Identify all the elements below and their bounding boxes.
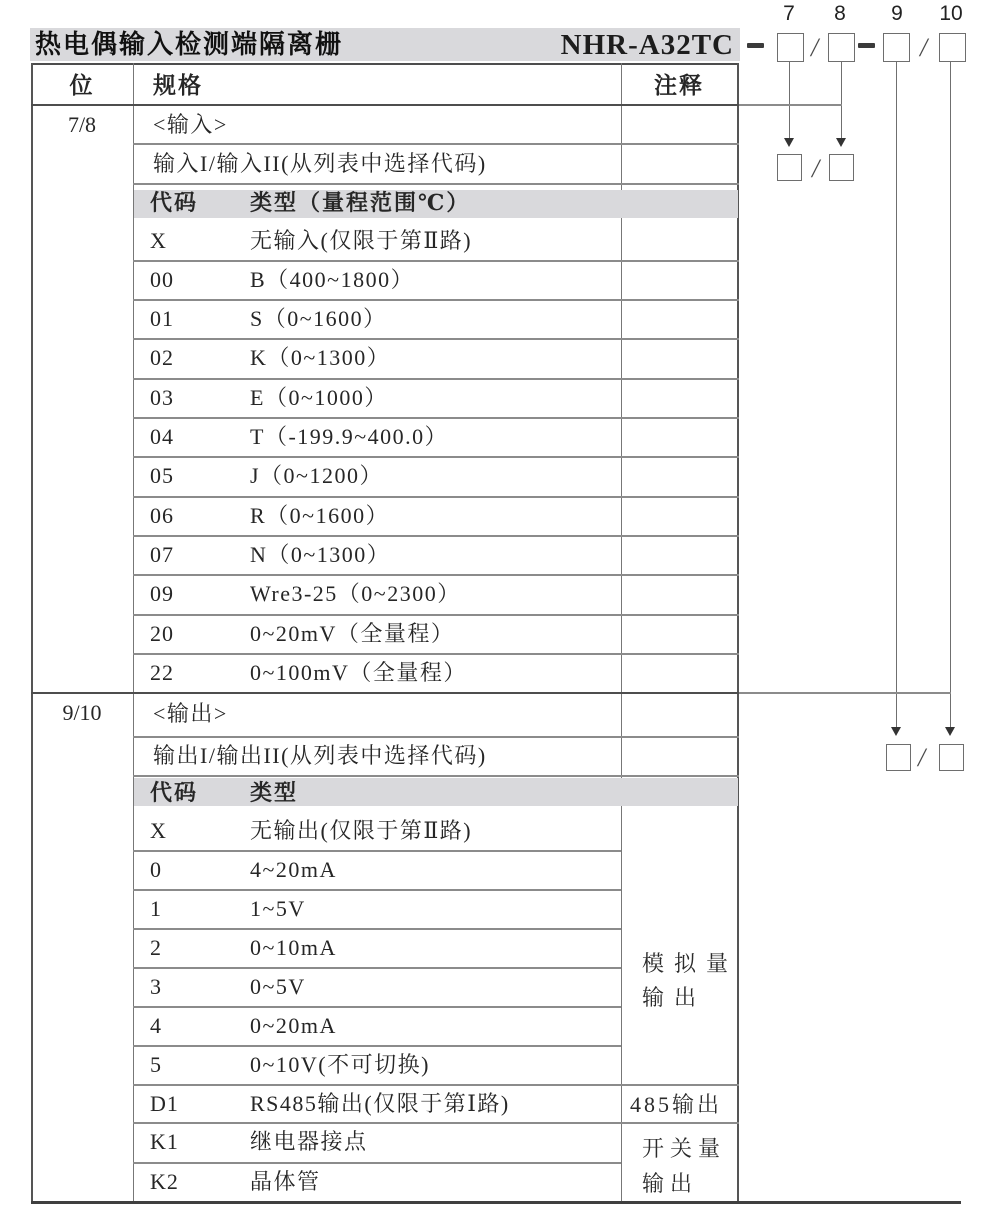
note-rs485-output: 485输出 bbox=[630, 1092, 723, 1117]
type-value: Wre3-25（0~2300） bbox=[250, 581, 461, 606]
note-line: 输出 bbox=[642, 1171, 699, 1196]
column-header-spec: 规格 bbox=[153, 73, 203, 98]
code-value: K2 bbox=[150, 1169, 179, 1194]
table-right-border bbox=[737, 63, 739, 1204]
input-code-box-1 bbox=[777, 154, 802, 181]
type-value: 无输入(仅限于第Ⅱ路) bbox=[250, 228, 473, 253]
type-value: 0~5V bbox=[250, 974, 306, 999]
table-row bbox=[133, 850, 622, 889]
type-value: B（400~1800） bbox=[250, 267, 415, 292]
code-value: X bbox=[150, 228, 167, 253]
output-code-box-1 bbox=[886, 744, 911, 771]
output-code-header-row bbox=[133, 773, 622, 812]
code-value: 4 bbox=[150, 1013, 162, 1038]
slash-separator: / bbox=[918, 743, 926, 772]
code-value: 3 bbox=[150, 974, 162, 999]
title-bar bbox=[30, 28, 740, 61]
pos-value-input: 7/8 bbox=[67, 111, 97, 137]
table-row bbox=[133, 614, 622, 653]
dash-icon bbox=[858, 43, 875, 48]
output-instruction: 输出I/输出II(从列表中选择代码) bbox=[153, 743, 487, 768]
slash-separator: / bbox=[920, 33, 928, 62]
pos-value-output: 9/10 bbox=[62, 699, 102, 725]
digit-label-9: 9 bbox=[891, 2, 903, 25]
output-code-box-2 bbox=[939, 744, 964, 771]
arrow-down-icon bbox=[945, 727, 955, 736]
digit-label-8: 8 bbox=[834, 2, 846, 25]
note-line: 输出 bbox=[642, 985, 707, 1010]
type-value: J（0~1200） bbox=[250, 463, 383, 488]
input-group-label: <输入> bbox=[153, 112, 228, 137]
code-value: 09 bbox=[150, 581, 174, 606]
output-group-label: <输出> bbox=[153, 701, 228, 726]
code-value: 20 bbox=[150, 621, 174, 646]
table-row bbox=[133, 574, 622, 613]
type-value: 0~20mA bbox=[250, 1013, 337, 1038]
slash-separator: / bbox=[811, 33, 819, 62]
type-value: 继电器接点 bbox=[250, 1129, 368, 1154]
code-value: 04 bbox=[150, 424, 174, 449]
note-line: 模拟量 bbox=[642, 951, 739, 976]
table-row bbox=[133, 417, 622, 456]
input-code-box-2 bbox=[829, 154, 854, 181]
arrow-down-icon bbox=[836, 138, 846, 147]
table-row bbox=[133, 967, 622, 1006]
type-header: 类型（量程范围℃） bbox=[250, 190, 471, 215]
slash-separator: / bbox=[812, 154, 820, 183]
input-instruction: 输入I/输入II(从列表中选择代码) bbox=[153, 151, 487, 176]
page-title: 热电偶输入检测端隔离栅 bbox=[35, 30, 344, 59]
header-border-extension bbox=[739, 104, 842, 106]
table-row bbox=[133, 653, 622, 692]
column-header-pos: 位 bbox=[69, 73, 95, 98]
type-header: 类型 bbox=[250, 780, 299, 805]
model-number: NHR-A32TC bbox=[560, 29, 734, 61]
code-value: 00 bbox=[150, 267, 174, 292]
code-value: 06 bbox=[150, 503, 174, 528]
table-row bbox=[133, 338, 622, 377]
type-value: 0~10mA bbox=[250, 935, 337, 960]
digit-label-7: 7 bbox=[783, 2, 795, 25]
code-value: 0 bbox=[150, 857, 162, 882]
table-row bbox=[133, 928, 622, 967]
table-row bbox=[133, 456, 622, 495]
leader-line-9 bbox=[896, 62, 897, 727]
code-header: 代码 bbox=[150, 190, 199, 215]
section-divider-extension bbox=[739, 692, 951, 694]
table-row bbox=[133, 299, 622, 338]
table-row bbox=[133, 496, 622, 535]
code-box-8 bbox=[828, 33, 855, 62]
code-value: 02 bbox=[150, 345, 174, 370]
column-header-note: 注释 bbox=[654, 73, 704, 98]
code-value: 1 bbox=[150, 896, 162, 921]
note-analog-output bbox=[642, 947, 738, 1015]
code-value: X bbox=[150, 818, 167, 843]
note-line: 开关量 bbox=[642, 1136, 727, 1161]
digit-label-10: 10 bbox=[939, 2, 963, 25]
type-value: S（0~1600） bbox=[250, 306, 387, 331]
table-bottom-border bbox=[31, 1201, 961, 1204]
type-value: R（0~1600） bbox=[250, 503, 390, 528]
table-row bbox=[133, 535, 622, 574]
table-row bbox=[133, 1006, 622, 1045]
code-value: 22 bbox=[150, 660, 174, 685]
code-box-9 bbox=[883, 33, 910, 62]
type-value: RS485输出(仅限于第Ⅰ路) bbox=[250, 1091, 510, 1116]
section-divider bbox=[31, 692, 739, 694]
table-row bbox=[133, 811, 622, 850]
type-value: 0~20mV（全量程） bbox=[250, 621, 455, 646]
table-row bbox=[133, 1084, 622, 1123]
code-header: 代码 bbox=[150, 780, 199, 805]
arrow-down-icon bbox=[784, 138, 794, 147]
code-value: 2 bbox=[150, 935, 162, 960]
code-box-7 bbox=[777, 33, 804, 62]
table-row bbox=[133, 1045, 622, 1084]
code-value: D1 bbox=[150, 1091, 179, 1116]
table-row bbox=[133, 1162, 622, 1201]
table-row bbox=[133, 889, 622, 928]
type-value: 无输出(仅限于第Ⅱ路) bbox=[250, 818, 473, 843]
code-value: 5 bbox=[150, 1052, 162, 1077]
type-value: T（-199.9~400.0） bbox=[250, 424, 449, 449]
table-row bbox=[133, 378, 622, 417]
note-switch-output bbox=[642, 1131, 726, 1201]
code-value: 01 bbox=[150, 306, 174, 331]
table-left-border bbox=[31, 63, 33, 1204]
table-row bbox=[133, 260, 622, 299]
code-value: K1 bbox=[150, 1129, 179, 1154]
leader-line-7 bbox=[789, 62, 790, 139]
arrow-down-icon bbox=[891, 727, 901, 736]
header-row-border bbox=[31, 104, 739, 106]
leader-line-10 bbox=[950, 62, 951, 727]
type-value: 1~5V bbox=[250, 896, 306, 921]
dash-icon bbox=[747, 43, 764, 48]
code-value: 03 bbox=[150, 385, 174, 410]
table-row bbox=[133, 1122, 622, 1161]
type-value: 晶体管 bbox=[250, 1169, 321, 1194]
type-value: E（0~1000） bbox=[250, 385, 388, 410]
type-value: 0~10V(不可切换) bbox=[250, 1052, 430, 1077]
type-value: K（0~1300） bbox=[250, 345, 391, 370]
code-box-10 bbox=[939, 33, 966, 62]
type-value: N（0~1300） bbox=[250, 542, 391, 567]
leader-line-8 bbox=[841, 62, 842, 139]
type-value: 4~20mA bbox=[250, 857, 337, 882]
input-code-header-row bbox=[133, 183, 622, 222]
code-value: 07 bbox=[150, 542, 174, 567]
table-row bbox=[133, 221, 622, 260]
code-value: 05 bbox=[150, 463, 174, 488]
type-value: 0~100mV（全量程） bbox=[250, 660, 467, 685]
